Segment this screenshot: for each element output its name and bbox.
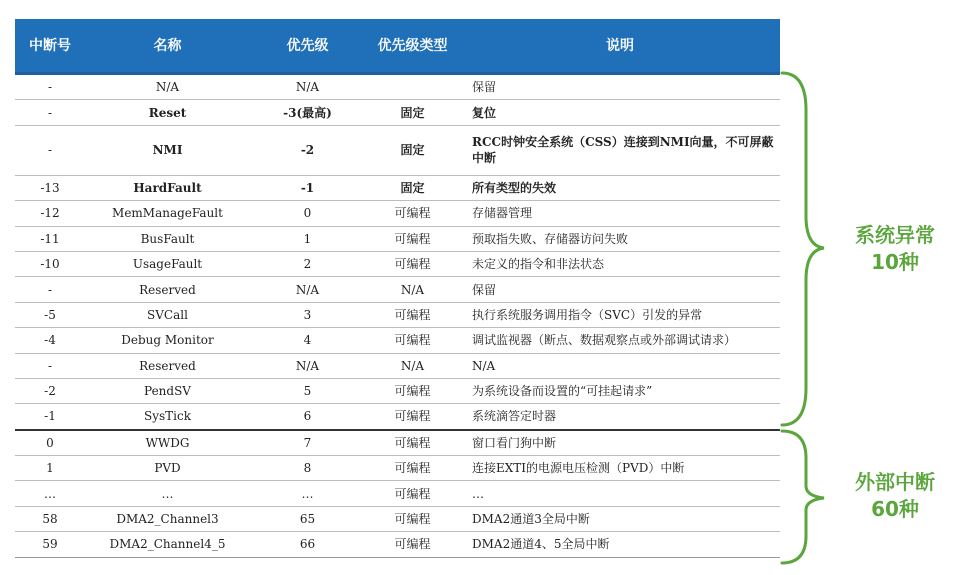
cell-interrupt-number: -1 [15, 404, 85, 430]
cell-name: PVD [85, 456, 250, 481]
cell-description: 所有类型的失效 [460, 175, 780, 200]
table-row [15, 251, 780, 276]
cell-name: N/A [85, 74, 250, 100]
cell-name: DMA2_Channel3 [85, 506, 250, 531]
cell-name: PendSV [85, 378, 250, 403]
cell-description: 未定义的指令和非法状态 [460, 251, 780, 276]
cell-priority: 1 [250, 226, 365, 251]
cell-priority: 7 [250, 430, 365, 456]
cell-name: HardFault [85, 175, 250, 200]
cell-name: Reserved [85, 353, 250, 378]
cell-priority-type: 可编程 [365, 481, 460, 506]
table-row [15, 378, 780, 403]
cell-priority: 2 [250, 251, 365, 276]
table-body [15, 74, 780, 558]
cell-priority: N/A [250, 74, 365, 100]
system-exceptions-title: 系统异常 [855, 223, 935, 247]
cell-priority: 0 [250, 201, 365, 226]
cell-priority: -3(最高) [250, 100, 365, 125]
cell-interrupt-number: -11 [15, 226, 85, 251]
cell-name: MemManageFault [85, 201, 250, 226]
cell-description: DMA2通道3全局中断 [460, 506, 780, 531]
external-interrupts-title: 外部中断 [855, 470, 935, 494]
cell-priority: -2 [250, 125, 365, 175]
cell-priority-type: 固定 [365, 175, 460, 200]
cell-name: UsageFault [85, 251, 250, 276]
cell-priority-type: 可编程 [365, 226, 460, 251]
table-row [15, 532, 780, 557]
cell-priority-type: N/A [365, 277, 460, 302]
interrupt-vector-table [15, 19, 780, 558]
cell-description: 执行系统服务调用指令（SVC）引发的异常 [460, 302, 780, 327]
interrupt-vector-table-container [15, 19, 780, 558]
cell-priority-type: 固定 [365, 100, 460, 125]
cell-priority-type: 可编程 [365, 328, 460, 353]
cell-interrupt-number: -5 [15, 302, 85, 327]
cell-name: NMI [85, 125, 250, 175]
cell-interrupt-number: - [15, 100, 85, 125]
cell-interrupt-number: - [15, 125, 85, 175]
table-row [15, 430, 780, 456]
system-exceptions-label [830, 222, 958, 276]
cell-priority: 4 [250, 328, 365, 353]
system-exceptions-brace [780, 70, 830, 430]
cell-description: DMA2通道4、5全局中断 [460, 532, 780, 557]
table-row [15, 481, 780, 506]
table-row [15, 302, 780, 327]
external-interrupts-brace [780, 428, 830, 568]
cell-priority-type: 可编程 [365, 302, 460, 327]
cell-description: 保留 [460, 74, 780, 100]
external-interrupts-count: 60种 [871, 497, 919, 521]
cell-name: Reset [85, 100, 250, 125]
cell-priority: 5 [250, 378, 365, 403]
cell-priority-type: 可编程 [365, 456, 460, 481]
cell-priority: … [250, 481, 365, 506]
cell-priority-type: 可编程 [365, 430, 460, 456]
cell-description: 窗口看门狗中断 [460, 430, 780, 456]
table-row [15, 226, 780, 251]
cell-priority: N/A [250, 353, 365, 378]
cell-priority: N/A [250, 277, 365, 302]
cell-priority-type: 可编程 [365, 506, 460, 531]
system-exceptions-count: 10种 [871, 250, 919, 274]
table-row [15, 506, 780, 531]
table-row [15, 404, 780, 430]
cell-interrupt-number: - [15, 353, 85, 378]
cell-interrupt-number: 58 [15, 506, 85, 531]
cell-description: RCC时钟安全系统（CSS）连接到NMI向量，不可屏蔽中断 [460, 125, 780, 175]
cell-interrupt-number: -10 [15, 251, 85, 276]
cell-priority-type: 固定 [365, 125, 460, 175]
cell-description: 保留 [460, 277, 780, 302]
cell-priority-type: 可编程 [365, 251, 460, 276]
cell-priority-type: 可编程 [365, 201, 460, 226]
cell-priority-type: 可编程 [365, 532, 460, 557]
cell-interrupt-number: 1 [15, 456, 85, 481]
cell-interrupt-number: -12 [15, 201, 85, 226]
cell-name: … [85, 481, 250, 506]
table-row [15, 175, 780, 200]
table-row [15, 328, 780, 353]
header-description: 说明 [460, 19, 780, 74]
external-interrupts-label [830, 469, 958, 523]
cell-priority: 66 [250, 532, 365, 557]
cell-name: BusFault [85, 226, 250, 251]
cell-description: 复位 [460, 100, 780, 125]
cell-name: SysTick [85, 404, 250, 430]
cell-description: N/A [460, 353, 780, 378]
cell-priority: -1 [250, 175, 365, 200]
cell-interrupt-number: -13 [15, 175, 85, 200]
cell-priority: 8 [250, 456, 365, 481]
cell-description: 为系统设备而设置的“可挂起请求” [460, 378, 780, 403]
header-priority-type: 优先级类型 [365, 19, 460, 74]
cell-priority-type: 可编程 [365, 404, 460, 430]
cell-interrupt-number: … [15, 481, 85, 506]
table-row [15, 100, 780, 125]
table-header-row [15, 19, 780, 74]
table-row [15, 201, 780, 226]
cell-description: 连接EXTI的电源电压检测（PVD）中断 [460, 456, 780, 481]
cell-interrupt-number: - [15, 277, 85, 302]
table-row [15, 353, 780, 378]
cell-name: WWDG [85, 430, 250, 456]
cell-priority-type: N/A [365, 353, 460, 378]
header-name: 名称 [85, 19, 250, 74]
cell-priority-type: 可编程 [365, 378, 460, 403]
cell-name: Debug Monitor [85, 328, 250, 353]
cell-interrupt-number: - [15, 74, 85, 100]
cell-name: SVCall [85, 302, 250, 327]
header-priority: 优先级 [250, 19, 365, 74]
cell-description: … [460, 481, 780, 506]
cell-name: DMA2_Channel4_5 [85, 532, 250, 557]
cell-interrupt-number: 59 [15, 532, 85, 557]
table-row [15, 74, 780, 100]
cell-description: 预取指失败、存储器访问失败 [460, 226, 780, 251]
cell-name: Reserved [85, 277, 250, 302]
cell-priority: 3 [250, 302, 365, 327]
table-row [15, 277, 780, 302]
table-row [15, 125, 780, 175]
table-row [15, 456, 780, 481]
header-interrupt-number: 中断号 [15, 19, 85, 74]
cell-interrupt-number: 0 [15, 430, 85, 456]
cell-interrupt-number: -2 [15, 378, 85, 403]
cell-priority-type [365, 74, 460, 100]
cell-priority: 65 [250, 506, 365, 531]
cell-description: 存储器管理 [460, 201, 780, 226]
cell-priority: 6 [250, 404, 365, 430]
cell-description: 系统滴答定时器 [460, 404, 780, 430]
cell-interrupt-number: -4 [15, 328, 85, 353]
cell-description: 调试监视器（断点、数据观察点或外部调试请求） [460, 328, 780, 353]
